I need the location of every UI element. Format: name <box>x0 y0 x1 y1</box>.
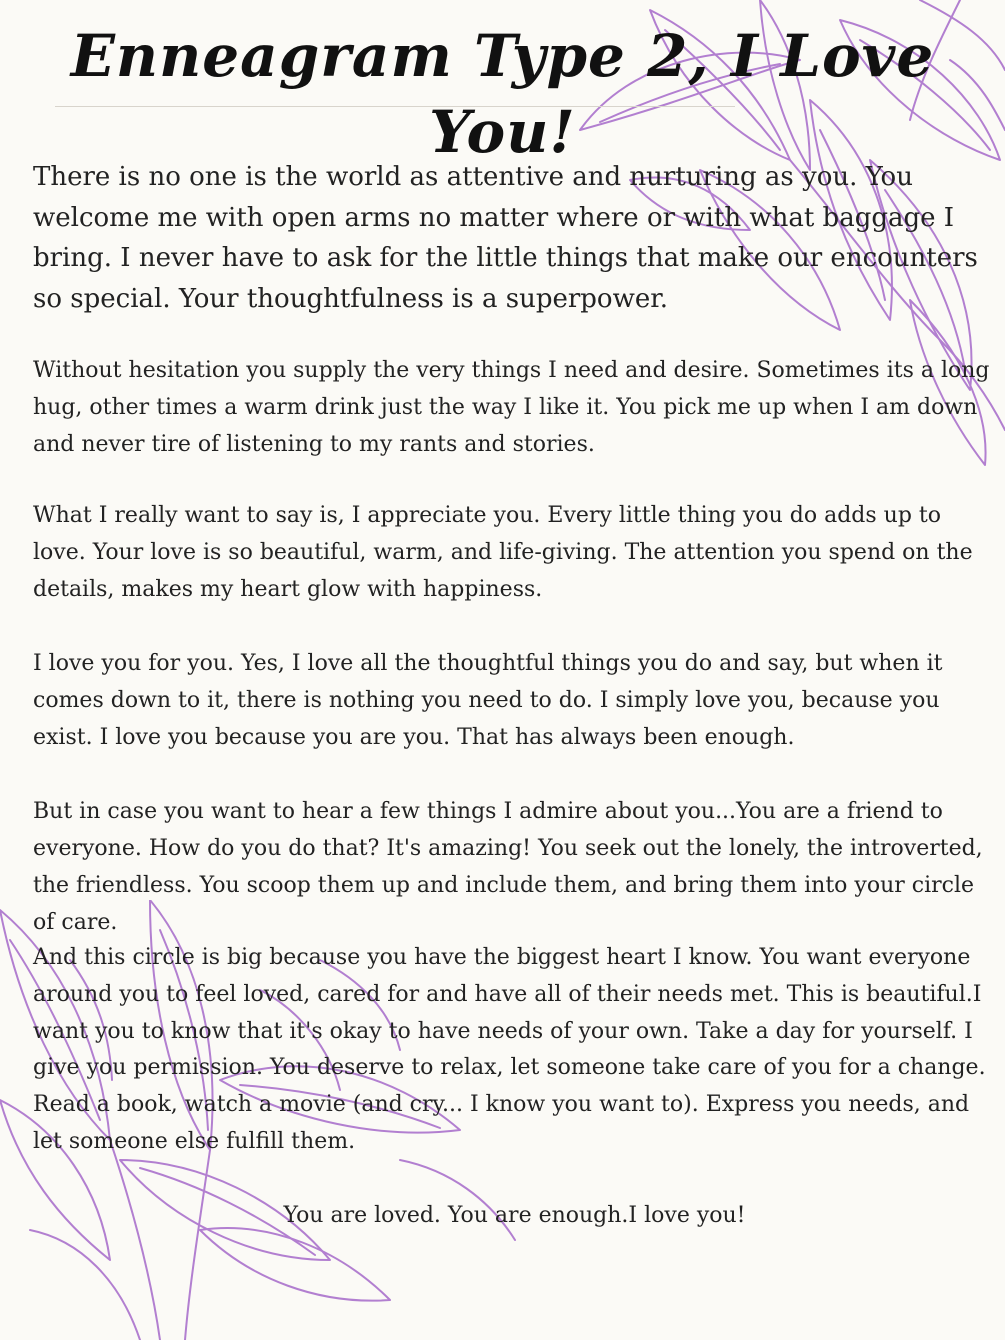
leaf-bottom-6 <box>200 1228 390 1301</box>
paragraph-2: Without hesitation you supply the very things I need and desire. Sometimes its a long hug, other times a warm drink just the way I like it. You pick me up when I am down and never tire of listening to my rants and stories. <box>33 358 990 457</box>
paragraph-3: What I really want to say is, I appreciate you. Every little thing you do adds up to love. Your love is so beautiful, warm, and life-giving. The attention you spend on the details, makes my heart glow with happiness. <box>33 503 973 602</box>
stem <box>110 1140 160 1340</box>
stem <box>185 1150 210 1340</box>
paragraph-6: And this circle is big because you have the biggest heart I know. You want everyone around you to feel loved, cared for and have all of their needs met. This is beautiful.I want you to know that it's okay to have needs of your own. Take a day for yourself. I give you permission. You deserve to relax, let someone take care of you for a change. Read a book, watch a movie (and cry... I know you want to). Express you needs, and let someone else fulfill them. <box>33 945 986 1154</box>
paragraph-5: But in case you want to hear a few things I admire about you...You are a friend to everyone. How do you do that? It's amazing! You seek out the lonely, the introverted, the friendless. You scoop them up and include them, and bring them into your circle of care. <box>33 799 983 935</box>
closing-line: You are loved. You are enough.I love you! <box>283 1203 746 1228</box>
page-title: Enneagram Type 2, I Love You! <box>70 22 935 166</box>
paragraph-intro: There is no one is the world as attentive and nurturing as you. You welcome me with open arms no matter where or with what baggage I bring. I never have to ask for the little things that make our encounters so special. Your thoughtfulness is a superpower. <box>33 162 978 314</box>
paragraph-4: I love you for you. Yes, I love all the thoughtful things you do and say, but when it comes down to it, there is nothing you need to do. I simply love you, because you exist. I love you because you are you. That has always been enough. <box>33 651 943 750</box>
title-divider <box>55 106 735 107</box>
leaf-bottom-7 <box>30 1230 140 1340</box>
